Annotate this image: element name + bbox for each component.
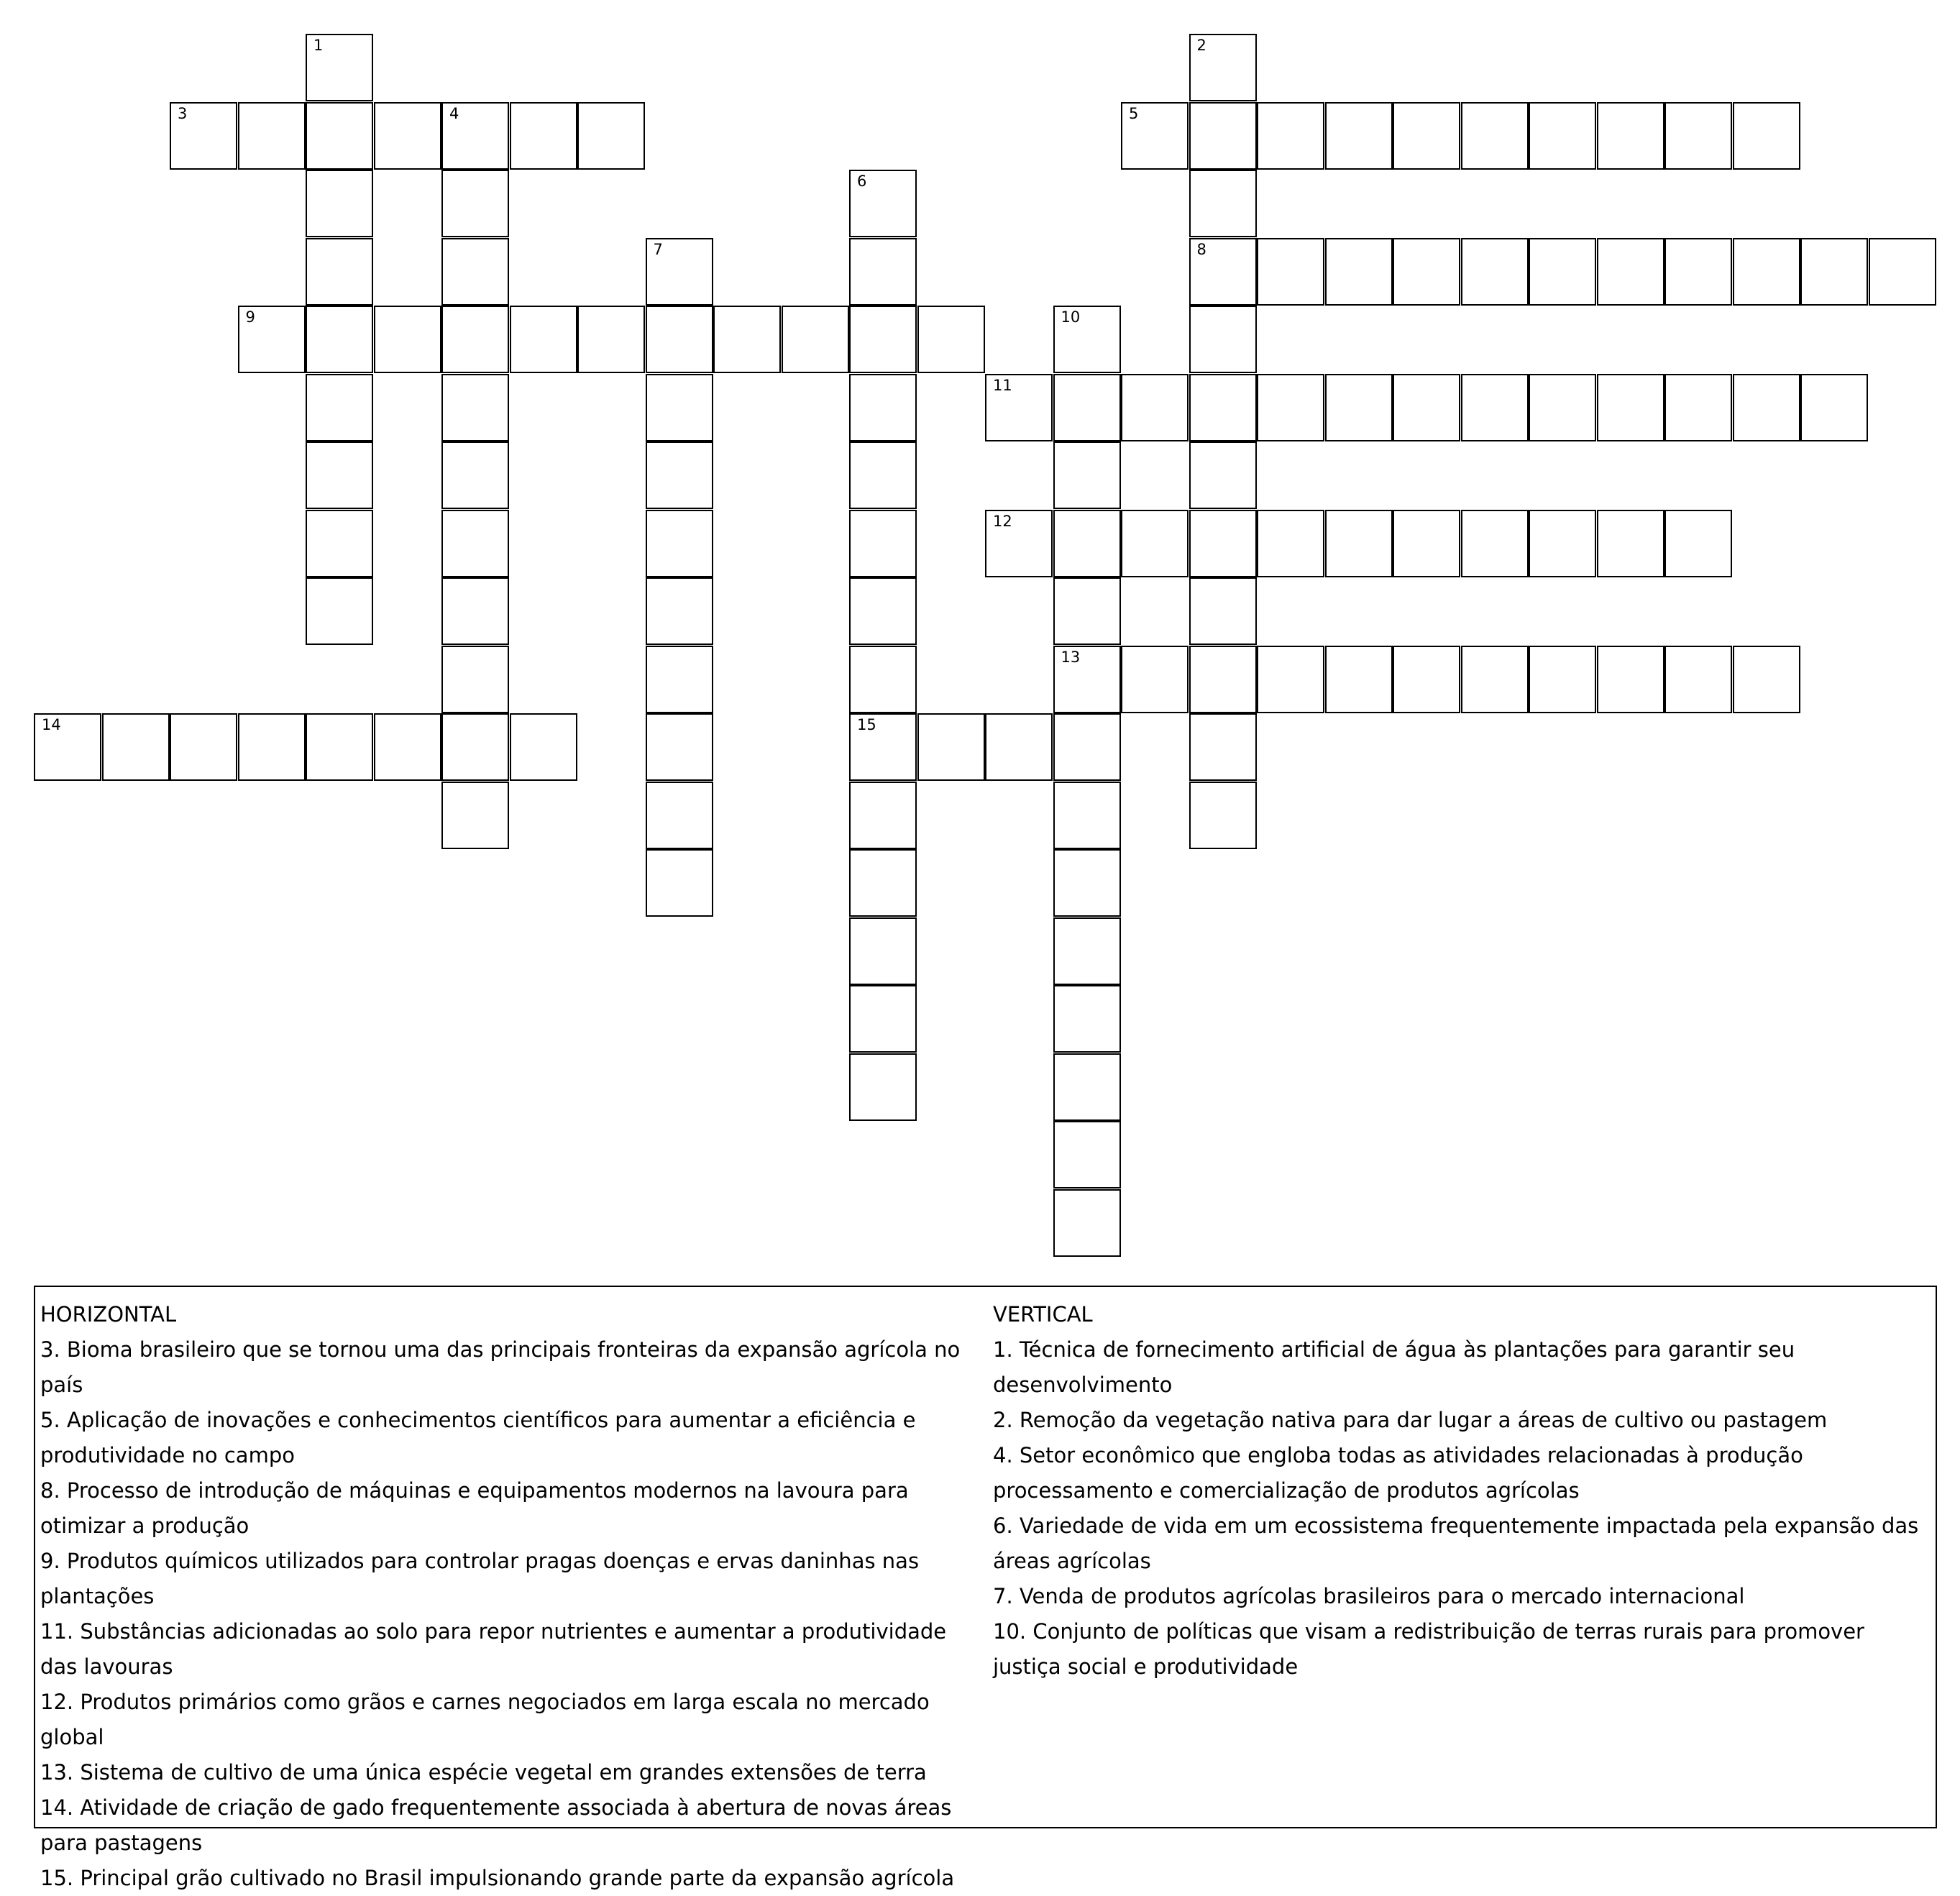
- crossword-cell[interactable]: [849, 1053, 917, 1121]
- crossword-cell[interactable]: [170, 102, 237, 170]
- clue-number: 2: [1196, 37, 1206, 54]
- clue-number: 13: [1061, 648, 1081, 666]
- clue-number: 15: [857, 716, 876, 733]
- crossword-cell[interactable]: [1121, 374, 1189, 441]
- crossword-cell[interactable]: [306, 238, 373, 306]
- horizontal-heading: HORIZONTAL: [40, 1302, 177, 1327]
- clue-number: 4: [449, 104, 459, 122]
- crossword-cell[interactable]: [510, 102, 577, 170]
- crossword-cell[interactable]: [1053, 917, 1121, 985]
- crossword-cell[interactable]: [1189, 34, 1257, 101]
- crossword-cell[interactable]: [306, 374, 373, 441]
- crossword-cell[interactable]: [1529, 238, 1596, 306]
- horizontal-clue: 5. Aplicação de inovações e conhecimentos científicos para aumentar a eficiência e produtividade no campo: [40, 1408, 916, 1467]
- vertical-clue: 1. Técnica de fornecimento artificial de água às plantações para garantir seu desenvolvimento: [993, 1337, 1795, 1397]
- clue-number: 10: [1061, 308, 1081, 326]
- crossword-cell[interactable]: [1664, 238, 1732, 306]
- crossword-cell[interactable]: [510, 306, 577, 373]
- crossword-cell[interactable]: [646, 374, 713, 441]
- crossword-cell[interactable]: [1529, 510, 1596, 577]
- crossword-cell[interactable]: [441, 306, 509, 373]
- horizontal-clue: 13. Sistema de cultivo de uma única espécie vegetal em grandes extensões de terra: [40, 1760, 927, 1785]
- crossword-cell[interactable]: [1121, 102, 1189, 170]
- crossword-cell[interactable]: [1664, 646, 1732, 713]
- crossword-cell[interactable]: [1733, 646, 1800, 713]
- crossword-cell[interactable]: [374, 102, 441, 170]
- vertical-clue: 10. Conjunto de políticas que visam a redistribuição de terras rurais para promover justiça social e produtividade: [993, 1619, 1864, 1679]
- crossword-cell[interactable]: [1053, 985, 1121, 1053]
- crossword-cell[interactable]: [306, 306, 373, 373]
- crossword-cell[interactable]: [1325, 374, 1393, 441]
- crossword-cell[interactable]: [849, 646, 917, 713]
- crossword-cell[interactable]: [1189, 713, 1257, 781]
- crossword-cell[interactable]: [849, 170, 917, 237]
- crossword-cell[interactable]: [1053, 441, 1121, 509]
- horizontal-clue: 9. Produtos químicos utilizados para controlar pragas doenças e ervas daninhas nas plantações: [40, 1549, 920, 1608]
- clue-number: 7: [653, 240, 663, 258]
- crossword-cell[interactable]: [441, 577, 509, 645]
- crossword-cell[interactable]: [170, 713, 237, 781]
- crossword-cell[interactable]: [441, 102, 509, 170]
- horizontal-clues-column: [40, 1297, 989, 1896]
- crossword-cell[interactable]: [1529, 374, 1596, 441]
- crossword-cell[interactable]: [441, 374, 509, 441]
- crossword-cell[interactable]: [1189, 306, 1257, 373]
- crossword-cell[interactable]: [1189, 577, 1257, 645]
- clue-number: 14: [42, 716, 61, 733]
- crossword-cell[interactable]: [646, 510, 713, 577]
- crossword-cell[interactable]: [306, 713, 373, 781]
- crossword-cell[interactable]: [646, 849, 713, 917]
- crossword-cell[interactable]: [102, 713, 170, 781]
- crossword-cell[interactable]: [646, 646, 713, 713]
- crossword-cell[interactable]: [1597, 646, 1664, 713]
- crossword-cell[interactable]: [1529, 646, 1596, 713]
- crossword-cell[interactable]: [849, 510, 917, 577]
- crossword-cell[interactable]: [1393, 238, 1460, 306]
- crossword-cell[interactable]: [1257, 238, 1324, 306]
- crossword-cell[interactable]: [238, 102, 306, 170]
- crossword-cell[interactable]: [510, 713, 577, 781]
- crossword-cell[interactable]: [1325, 238, 1393, 306]
- crossword-cell[interactable]: [849, 374, 917, 441]
- crossword-cell[interactable]: [441, 441, 509, 509]
- vertical-clue: 2. Remoção da vegetação nativa para dar lugar a áreas de cultivo ou pastagem: [993, 1408, 1828, 1432]
- crossword-cell[interactable]: [441, 782, 509, 849]
- crossword-cell[interactable]: [849, 985, 917, 1053]
- vertical-heading: VERTICAL: [993, 1302, 1093, 1327]
- crossword-cell[interactable]: [1189, 441, 1257, 509]
- crossword-cell[interactable]: [1325, 646, 1393, 713]
- horizontal-clue: 3. Bioma brasileiro que se tornou uma das principais fronteiras da expansão agrícola no país: [40, 1337, 961, 1397]
- crossword-cell[interactable]: [306, 102, 373, 170]
- crossword-cell[interactable]: [1800, 238, 1868, 306]
- crossword-cell[interactable]: [1869, 238, 1936, 306]
- crossword-cell[interactable]: [646, 238, 713, 306]
- crossword-cell[interactable]: [1461, 374, 1529, 441]
- crossword-cell[interactable]: [1461, 646, 1529, 713]
- crossword-cell[interactable]: [1257, 510, 1324, 577]
- crossword-cell[interactable]: [1189, 170, 1257, 237]
- horizontal-clue: 14. Atividade de criação de gado frequentemente associada à abertura de novas áreas para pastagens: [40, 1795, 952, 1855]
- crossword-cell[interactable]: [849, 441, 917, 509]
- crossword-cell[interactable]: [1189, 238, 1257, 306]
- crossword-cell[interactable]: [646, 441, 713, 509]
- vertical-clue: 4. Setor econômico que engloba todas as atividades relacionadas à produção processamento e comercialização de produtos agrícolas: [993, 1443, 1803, 1503]
- crossword-cell[interactable]: [646, 577, 713, 645]
- vertical-clues-column: [993, 1297, 1935, 1685]
- crossword-cell[interactable]: [646, 782, 713, 849]
- crossword-cell[interactable]: [1053, 849, 1121, 917]
- crossword-cell[interactable]: [34, 713, 101, 781]
- crossword-cell[interactable]: [1053, 374, 1121, 441]
- crossword-cell[interactable]: [1189, 646, 1257, 713]
- crossword-cell[interactable]: [646, 306, 713, 373]
- crossword-cell[interactable]: [1053, 577, 1121, 645]
- crossword-cell[interactable]: [1053, 1053, 1121, 1121]
- horizontal-clue: 12. Produtos primários como grãos e carnes negociados em larga escala no mercado global: [40, 1690, 930, 1749]
- crossword-cell[interactable]: [849, 713, 917, 781]
- crossword-cell[interactable]: [1461, 238, 1529, 306]
- crossword-cell[interactable]: [849, 306, 917, 373]
- crossword-cell[interactable]: [238, 306, 306, 373]
- crossword-cell[interactable]: [1121, 510, 1189, 577]
- clue-number: 5: [1129, 104, 1139, 122]
- crossword-cell[interactable]: [441, 170, 509, 237]
- crossword-cell[interactable]: [985, 713, 1053, 781]
- crossword-cell[interactable]: [1733, 374, 1800, 441]
- clue-number: 3: [178, 104, 188, 122]
- crossword-cell[interactable]: [1053, 782, 1121, 849]
- crossword-cell[interactable]: [1189, 782, 1257, 849]
- crossword-cell[interactable]: [917, 306, 985, 373]
- crossword-cell[interactable]: [306, 34, 373, 101]
- crossword-cell[interactable]: [577, 102, 645, 170]
- horizontal-clue: 8. Processo de introdução de máquinas e equipamentos modernos na lavoura para otimizar a produção: [40, 1478, 909, 1538]
- crossword-cell[interactable]: [1597, 374, 1664, 441]
- crossword-cell[interactable]: [441, 713, 509, 781]
- crossword-cell[interactable]: [1325, 510, 1393, 577]
- crossword-cell[interactable]: [1393, 646, 1460, 713]
- crossword-cell[interactable]: [782, 306, 849, 373]
- crossword-cell[interactable]: [1461, 102, 1529, 170]
- clue-box: [34, 1286, 1937, 1890]
- clue-number: 6: [857, 173, 867, 190]
- crossword-cell[interactable]: [849, 782, 917, 849]
- crossword-cell[interactable]: [1461, 510, 1529, 577]
- crossword-cell[interactable]: [1189, 510, 1257, 577]
- crossword-cell[interactable]: [577, 306, 645, 373]
- crossword-cell[interactable]: [1393, 374, 1460, 441]
- crossword-cell[interactable]: [1053, 1121, 1121, 1189]
- clue-number: 9: [245, 308, 255, 326]
- clue-number: 11: [993, 376, 1012, 394]
- crossword-cell[interactable]: [1053, 306, 1121, 373]
- crossword-cell[interactable]: [1257, 374, 1324, 441]
- crossword-cell[interactable]: [1597, 510, 1664, 577]
- crossword-cell[interactable]: [1664, 374, 1732, 441]
- crossword-cell[interactable]: [985, 510, 1053, 577]
- crossword-cell[interactable]: [1121, 646, 1189, 713]
- horizontal-clue: 11. Substâncias adicionadas ao solo para repor nutrientes e aumentar a produtividade das lavouras: [40, 1619, 947, 1679]
- crossword-cell[interactable]: [1597, 238, 1664, 306]
- crossword-cell[interactable]: [306, 510, 373, 577]
- crossword-cell[interactable]: [1800, 374, 1868, 441]
- crossword-cell[interactable]: [1733, 102, 1800, 170]
- crossword-cell[interactable]: [1664, 102, 1732, 170]
- crossword-cell[interactable]: [1529, 102, 1596, 170]
- crossword-cell[interactable]: [985, 374, 1053, 441]
- crossword-cell[interactable]: [1053, 510, 1121, 577]
- crossword-cell[interactable]: [1189, 102, 1257, 170]
- crossword-cell[interactable]: [1325, 102, 1393, 170]
- crossword-cell[interactable]: [306, 170, 373, 237]
- crossword-cell[interactable]: [849, 917, 917, 985]
- crossword-cell[interactable]: [917, 713, 985, 781]
- crossword-cell[interactable]: [646, 713, 713, 781]
- crossword-cell[interactable]: [441, 238, 509, 306]
- crossword-cell[interactable]: [713, 306, 781, 373]
- crossword-cell[interactable]: [849, 849, 917, 917]
- crossword-cell[interactable]: [849, 577, 917, 645]
- horizontal-clue: 15. Principal grão cultivado no Brasil impulsionando grande parte da expansão agrícola: [40, 1866, 955, 1890]
- crossword-cell[interactable]: [1257, 102, 1324, 170]
- crossword-cell[interactable]: [1257, 646, 1324, 713]
- clue-number: 12: [993, 512, 1012, 530]
- crossword-cell[interactable]: [306, 441, 373, 509]
- crossword-cell[interactable]: [238, 713, 306, 781]
- crossword-cell[interactable]: [1053, 646, 1121, 713]
- clue-number: 1: [313, 37, 324, 54]
- crossword-cell[interactable]: [1053, 1189, 1121, 1257]
- crossword-cell[interactable]: [1393, 102, 1460, 170]
- crossword-cell[interactable]: [849, 238, 917, 306]
- crossword-cell[interactable]: [441, 510, 509, 577]
- crossword-cell[interactable]: [306, 577, 373, 645]
- crossword-cell[interactable]: [1597, 102, 1664, 170]
- crossword-cell[interactable]: [1664, 510, 1732, 577]
- vertical-clue: 6. Variedade de vida em um ecossistema frequentemente impactada pela expansão das áreas agrícolas: [993, 1513, 1919, 1573]
- crossword-cell[interactable]: [1393, 510, 1460, 577]
- crossword-cell[interactable]: [1733, 238, 1800, 306]
- crossword-cell[interactable]: [1189, 374, 1257, 441]
- vertical-clue: 7. Venda de produtos agrícolas brasileiros para o mercado internacional: [993, 1584, 1745, 1608]
- crossword-cell[interactable]: [374, 306, 441, 373]
- crossword-cell[interactable]: [1053, 713, 1121, 781]
- clue-number: 8: [1196, 240, 1206, 258]
- crossword-cell[interactable]: [374, 713, 441, 781]
- crossword-cell[interactable]: [441, 646, 509, 713]
